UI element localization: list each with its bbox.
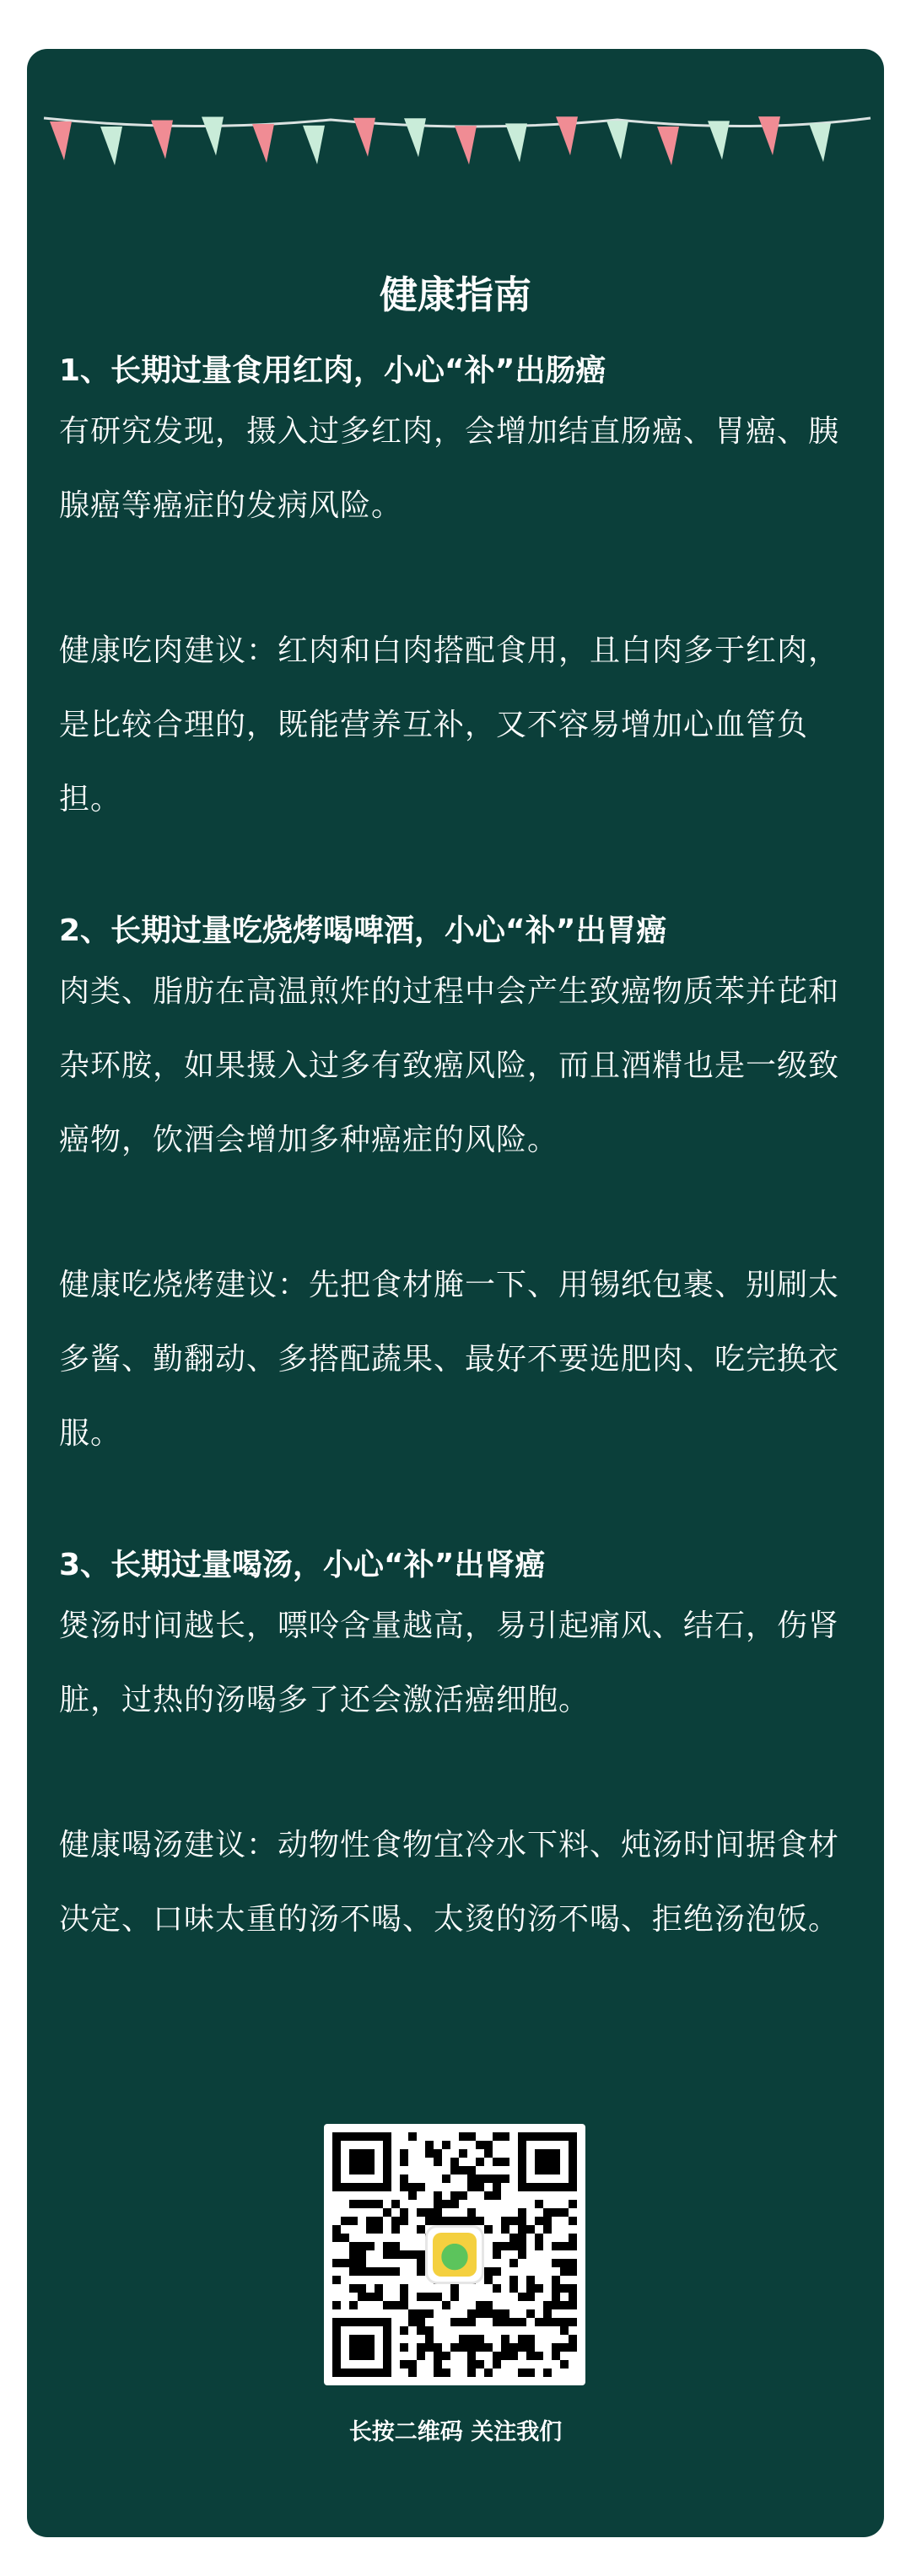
section-2 [59, 908, 859, 1471]
bunting-flag [455, 126, 477, 164]
qr-code[interactable] [324, 2124, 585, 2385]
bunting-flag [809, 123, 831, 162]
qr-caption: 长按二维码 关注我们 [348, 2419, 563, 2445]
section-paragraph: 健康喝汤建议：动物性食物宜冷水下料、炖汤时间据食材决定、口味太重的汤不喝、太烫的汤不喝、拒绝汤泡饭。 [59, 1828, 840, 1937]
bunting-flag [657, 127, 679, 165]
section-heading: 3、长期过量喝汤，小心“补”出肾癌 [59, 1548, 546, 1582]
section-paragraph: 健康吃肉建议：红肉和白肉搭配食用，且白肉多于红肉，是比较合理的，既能营养互补，又不容易增加心血管负担。 [59, 633, 840, 816]
brand-logo-icon [425, 2225, 484, 2284]
article-content [59, 348, 859, 1957]
bunting-decoration [27, 49, 884, 175]
bunting-flag [100, 127, 122, 165]
bunting-flag [505, 123, 527, 162]
bunting-flag [252, 124, 274, 163]
bunting-flag [151, 120, 173, 159]
section-heading: 2、长期过量吃烧烤喝啤酒，小心“补”出胃癌 [59, 913, 667, 948]
section-3 [59, 1542, 859, 1957]
poster-card [27, 49, 884, 2537]
section-heading: 1、长期过量食用红肉，小心“补”出肠癌 [59, 353, 606, 388]
bunting-flag [50, 121, 72, 160]
bunting-flag [202, 116, 224, 155]
bunting-flag [556, 116, 578, 155]
page-title: 健康指南 [379, 272, 531, 317]
bunting-flag [353, 118, 375, 157]
section-paragraph: 健康吃烧烤建议：先把食材腌一下、用锡纸包裹、别刷太多酱、勤翻动、多搭配蔬果、最好不要选肥肉、吃完换衣服。 [59, 1268, 840, 1451]
section-paragraph: 有研究发现，摄入过多红肉，会增加结直肠癌、胃癌、胰腺癌等癌症的发病风险。 [59, 414, 840, 523]
bunting-flag [606, 121, 628, 159]
bunting-flag [758, 116, 780, 155]
section-1 [59, 348, 859, 837]
bunting-flag [404, 118, 426, 157]
section-paragraph: 煲汤时间越长，嘌呤含量越高，易引起痛风、结石，伤肾脏，过热的汤喝多了还会激活癌细胞。 [59, 1609, 840, 1717]
bunting-flag [708, 121, 730, 159]
bunting-flag [303, 126, 325, 164]
section-paragraph: 肉类、脂肪在高温煎炸的过程中会产生致癌物质苯并芘和杂环胺，如果摄入过多有致癌风险，而且酒精也是一级致癌物，饮酒会增加多种癌症的风险。 [59, 974, 840, 1157]
